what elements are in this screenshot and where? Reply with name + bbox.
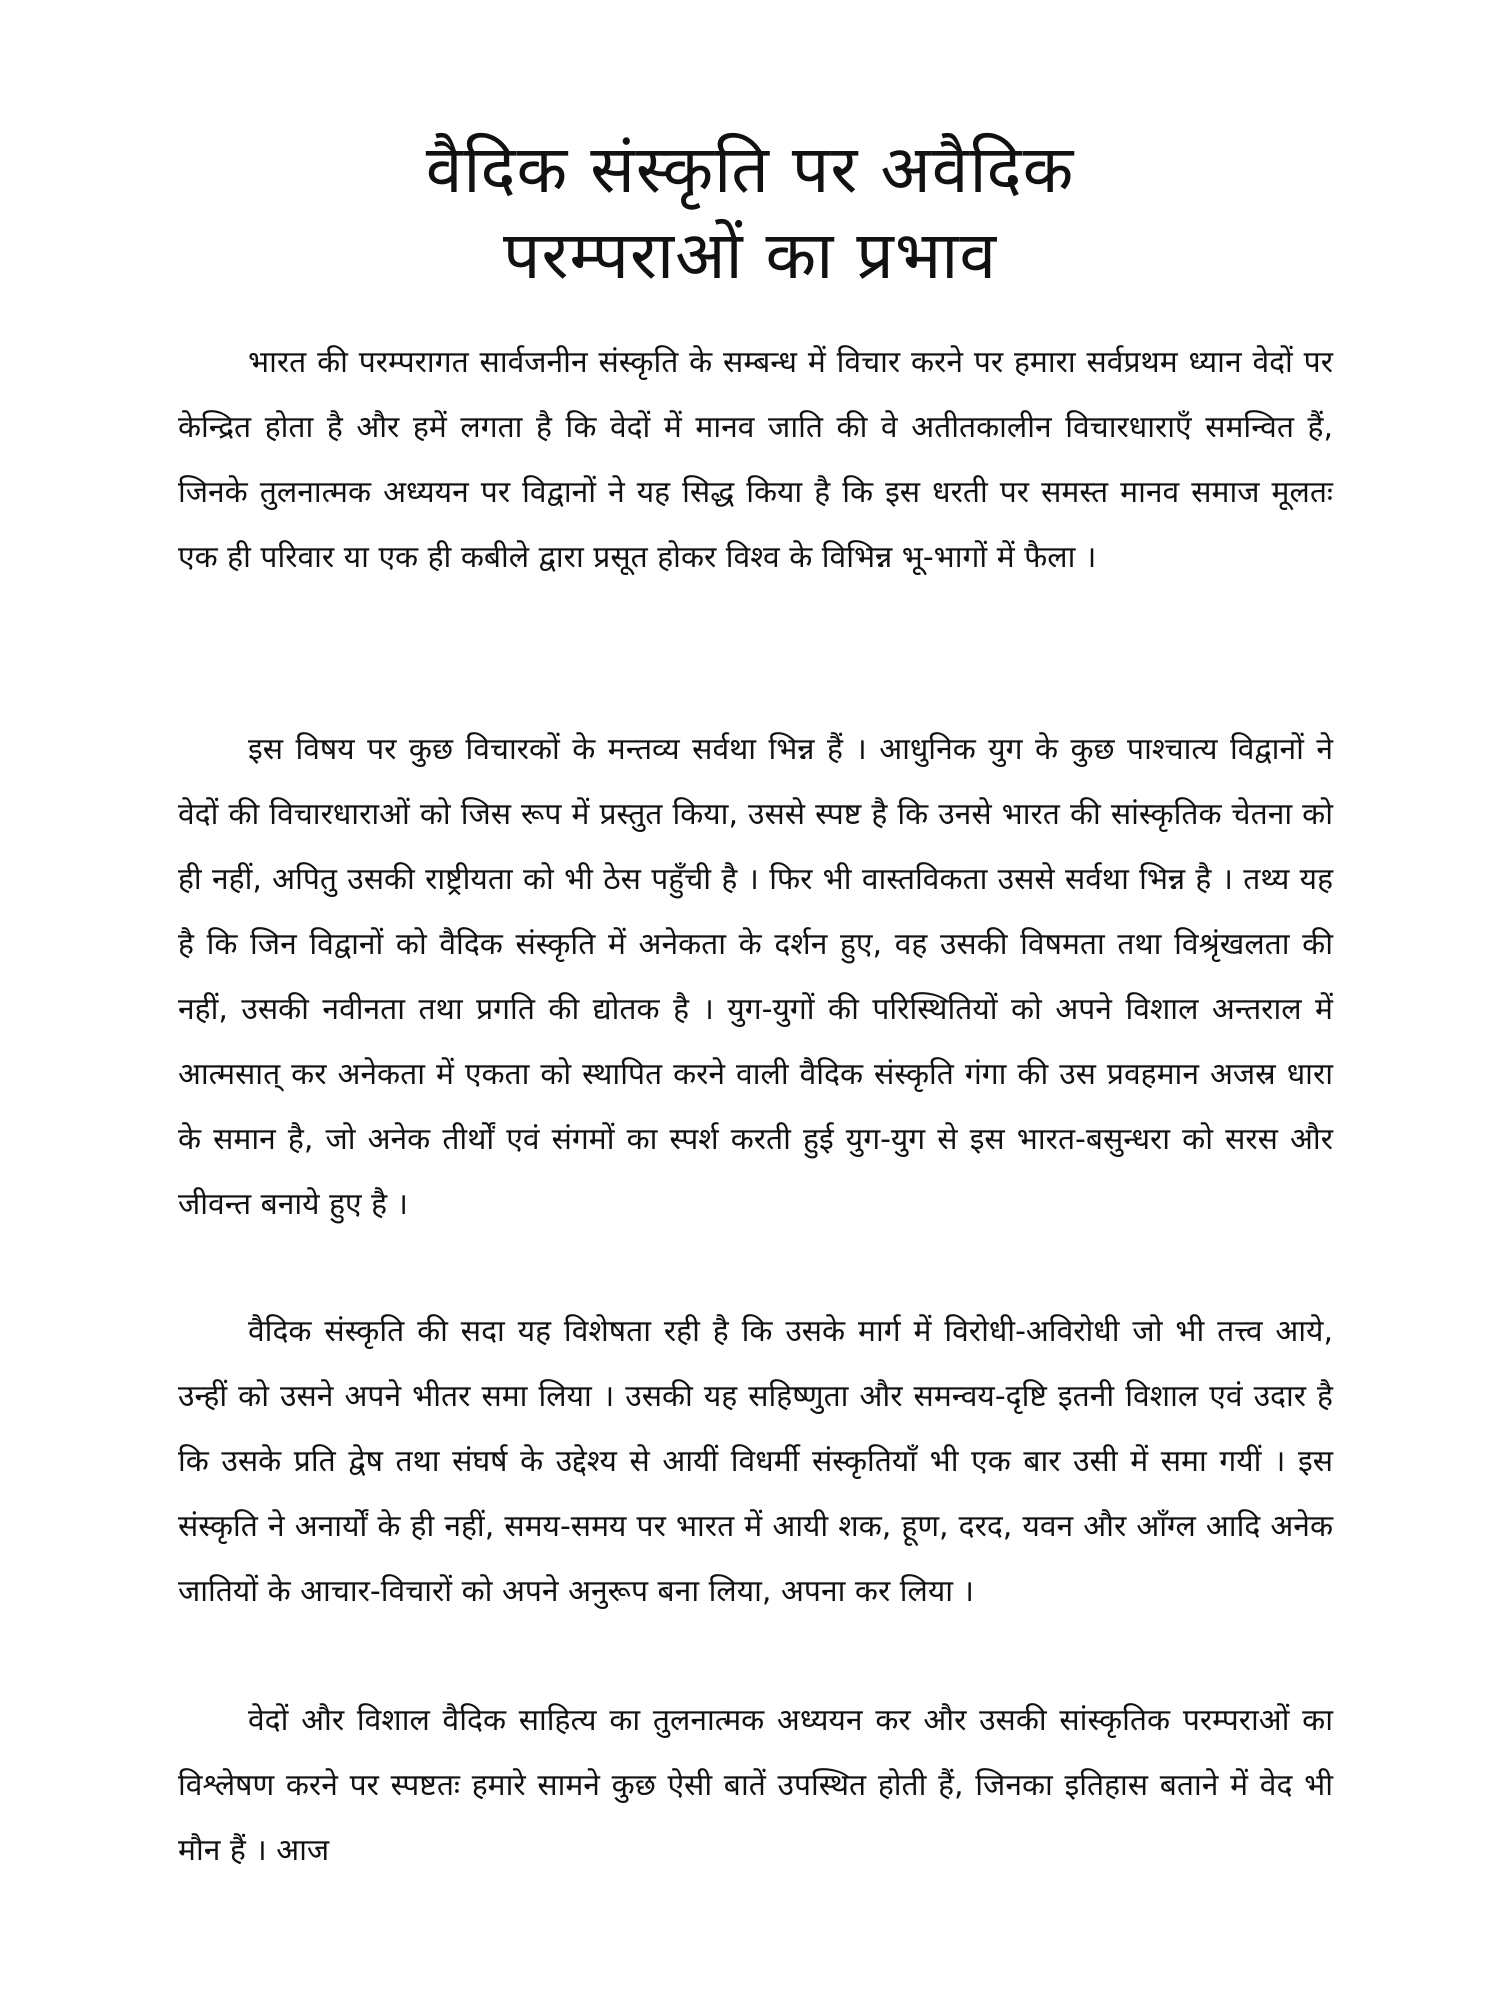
- page-title-line-2: परम्पराओं का प्रभाव: [502, 217, 998, 294]
- paragraph-3: वैदिक संस्कृति की सदा यह विशेषता रही है कि उसके मार्ग में विरोधी-अविरोधी जो भी तत्त्व आये, उन्हीं को उसने अपने भीतर समा लिया । उसकी यह सहिष्णुता और समन्वय-दृष्टि इतनी विशाल एवं उदार है कि उसके प्रति द्वेष तथा संघर्ष के उद्देश्य से आयीं विधर्मी संस्कृतियाँ भी एक बार उसी में समा गयीं । इस संस्कृति ने अनार्यों के ही नहीं, समय-समय पर भारत में आयी शक, हूण, दरद, यवन और आँग्ल आदि अनेक जातियों के आचार-विचारों को अपने अनुरूप बना लिया, अपना कर लिया ।: [178, 1314, 1333, 1609]
- page-title-line-1: वैदिक संस्कृति पर अवैदिक: [425, 131, 1075, 208]
- paragraph-1: भारत की परम्परागत सार्वजनीन संस्कृति के सम्बन्ध में विचार करने पर हमारा सर्वप्रथम ध्यान वेदों पर केन्द्रित होता है और हमें लगता है कि वेदों में मानव जाति की वे अतीतकालीन विचारधाराएँ समन्वित हैं, जिनके तुलनात्मक अध्ययन पर विद्वानों ने यह सिद्ध किया है कि इस धरती पर समस्त मानव समाज मूलतः एक ही परिवार या एक ही कबीले द्वारा प्रसूत होकर विश्व के विभिन्न भू-भागों में फैला ।: [178, 345, 1333, 575]
- paragraph-4: वेदों और विशाल वैदिक साहित्य का तुलनात्मक अध्ययन कर और उसकी सांस्कृतिक परम्पराओं का विश्लेषण करने पर स्पष्टतः हमारे सामने कुछ ऐसी बातें उपस्थित होती हैं, जिनका इतिहास बताने में वेद भी मौन हैं । आज: [178, 1703, 1333, 1868]
- paragraph-2: इस विषय पर कुछ विचारकों के मन्तव्य सर्वथा भिन्न हैं । आधुनिक युग के कुछ पाश्चात्य विद्वानों ने वेदों की विचारधाराओं को जिस रूप में प्रस्तुत किया, उससे स्पष्ट है कि उनसे भारत की सांस्कृतिक चेतना को ही नहीं, अपितु उसकी राष्ट्रीयता को भी ठेस पहुँची है । फिर भी वास्तविकता उससे सर्वथा भिन्न है । तथ्य यह है कि जिन विद्वानों को वैदिक संस्कृति में अनेकता के दर्शन हुए, वह उसकी विषमता तथा विश्रृंखलता की नहीं, उसकी नवीनता तथा प्रगति की द्योतक है । युग-युगों की परिस्थितियों को अपने विशाल अन्तराल में आत्मसात् कर अनेकता में एकता को स्थापित करने वाली वैदिक संस्कृति गंगा की उस प्रवहमान अजस्र धारा के समान है, जो अनेक तीर्थों एवं संगमों का स्पर्श करती हुई युग-युग से इस भारत-बसुन्धरा को सरस और जीवन्त बनाये हुए है ।: [178, 732, 1333, 1222]
